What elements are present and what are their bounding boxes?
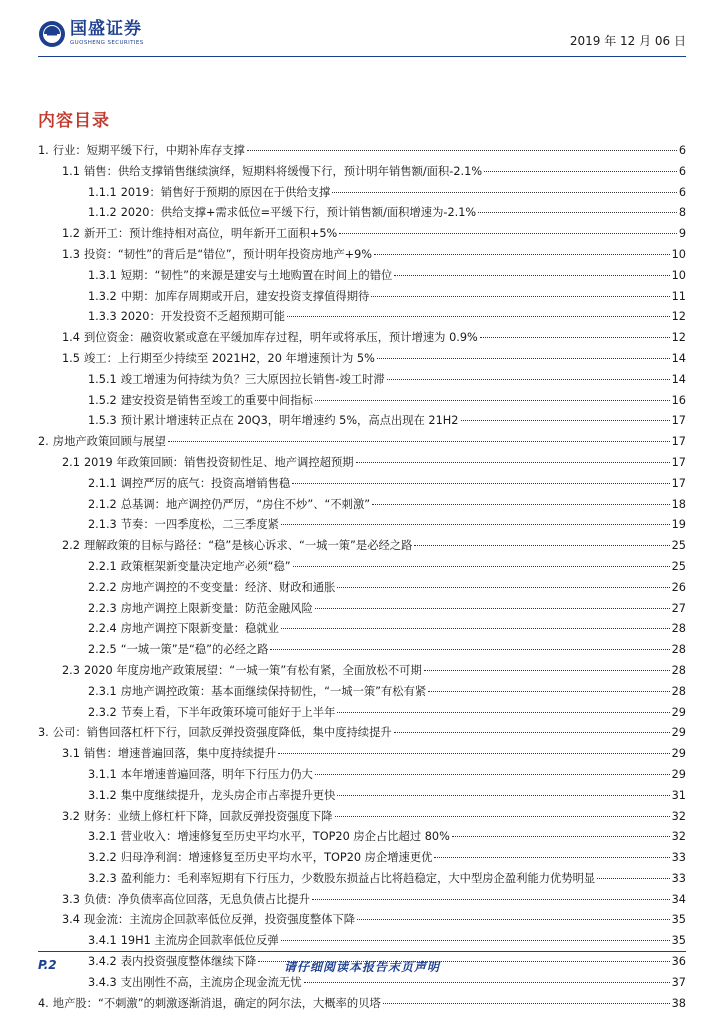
toc-entry-label bbox=[88, 307, 285, 328]
toc-entry-label bbox=[88, 765, 313, 786]
toc-entry-number: 1.5 bbox=[62, 351, 80, 365]
toc-entry[interactable] bbox=[38, 328, 686, 349]
toc-entry-number: 3.1.2 bbox=[88, 788, 117, 802]
toc-entry-number: 2.2.4 bbox=[88, 622, 117, 636]
toc-entry-label bbox=[88, 203, 476, 224]
toc-entry-page: 27 bbox=[671, 601, 686, 615]
toc-entry-page: 33 bbox=[671, 851, 686, 865]
logo-name-cn: 国盛证券 bbox=[70, 19, 142, 40]
toc-entry-text: 竣工增速为何持续为负？三大原因拉长销售-竣工时滞 bbox=[120, 372, 385, 386]
toc-entry[interactable] bbox=[38, 994, 686, 1015]
toc-entry[interactable] bbox=[38, 370, 686, 391]
toc-entry-text: 销售：供给支撑销售继续演绎，短期料将缓慢下行，预计明年销售额/面积-2.1% bbox=[83, 164, 483, 178]
toc-entry-text: 行业：短期平缓下行，中期补库存支撑 bbox=[52, 144, 245, 157]
toc-entry-page: 11 bbox=[671, 289, 686, 303]
toc-leader-dots bbox=[281, 940, 670, 941]
toc-entry-page: 19 bbox=[671, 518, 686, 532]
toc-leader-dots bbox=[357, 919, 670, 920]
toc-entry-label bbox=[38, 432, 166, 453]
toc-leader-dots bbox=[377, 358, 670, 359]
toc-leader-dots bbox=[315, 400, 670, 401]
toc-entry-page: 28 bbox=[671, 684, 686, 698]
toc-entry[interactable] bbox=[38, 848, 686, 869]
toc-entry-label bbox=[88, 869, 595, 890]
toc-entry-text: 房地产调控政策：基本面继续保持韧性，“一城一策”有松有紧 bbox=[120, 684, 427, 698]
toc-entry-label bbox=[88, 703, 335, 724]
toc-entry-label bbox=[88, 786, 335, 807]
toc-entry[interactable] bbox=[38, 661, 686, 682]
toc-entry-text: 到位资金：融资收紧或意在平缓加库存过程，明年或将承压，预计增速为 0.9% bbox=[83, 331, 478, 345]
toc-entry-text: 投资：“韧性”的背后是“错位”，预计明年投资房地产+9% bbox=[83, 247, 373, 261]
toc-entry-page: 29 bbox=[671, 705, 686, 719]
toc-entry-page: 10 bbox=[671, 268, 686, 282]
toc-entry-page: 6 bbox=[678, 144, 686, 157]
toc-entry-text: 2020 年度房地产政策展望：“一城一策”有松有紧，全面放松不可期 bbox=[83, 663, 422, 677]
toc-entry-text: 短期：“韧性”的来源是建安与土地购置在时间上的错位 bbox=[120, 268, 393, 282]
toc-entry-text: 节奏上看，下半年政策环境可能好于上半年 bbox=[120, 705, 336, 719]
toc-leader-dots bbox=[335, 816, 670, 817]
toc-entry-page: 34 bbox=[671, 892, 686, 906]
toc-entry-label bbox=[62, 453, 354, 474]
toc-entry-text: 房地产调控下限新变量：稳就业 bbox=[120, 622, 279, 636]
toc-entry[interactable] bbox=[38, 495, 686, 516]
toc-entry-label bbox=[88, 515, 279, 536]
toc-entry-label bbox=[88, 495, 370, 516]
toc-leader-dots bbox=[461, 420, 670, 421]
toc-entry-label bbox=[62, 224, 337, 245]
toc-leader-dots bbox=[424, 670, 670, 671]
toc-entry-text: 19H1 主流房企回款率低位反弹 bbox=[120, 934, 279, 948]
toc-entry-number: 2.2 bbox=[62, 539, 80, 553]
toc-leader-dots bbox=[278, 753, 670, 754]
toc-entry-number: 3. bbox=[38, 726, 49, 740]
toc-entry-page: 14 bbox=[671, 372, 686, 386]
toc-leader-dots bbox=[428, 691, 669, 692]
toc-entry-label bbox=[62, 328, 478, 349]
toc-entry-text: 竣工：上行期至少持续至 2021H2，20 年增速预计为 5% bbox=[83, 351, 375, 365]
toc-entry[interactable] bbox=[38, 411, 686, 432]
toc-entry[interactable] bbox=[38, 931, 686, 952]
toc-entry-label bbox=[62, 744, 276, 765]
toc-entry-number: 1.3.2 bbox=[88, 289, 117, 303]
toc-entry-label bbox=[62, 807, 333, 828]
toc-entry-page: 12 bbox=[671, 310, 686, 324]
toc-entry-label bbox=[88, 183, 330, 204]
toc-entry-number: 3.4 bbox=[62, 913, 80, 927]
toc-leader-dots bbox=[374, 254, 670, 255]
toc-leader-dots bbox=[337, 712, 669, 713]
toc-entry[interactable] bbox=[38, 245, 686, 266]
toc-entry-number: 2.1 bbox=[62, 455, 80, 469]
toc-entry-text: 预计累计增速转正点在 20Q3，明年增速约 5%，高点出现在 21H2 bbox=[120, 414, 459, 428]
toc-entry-label bbox=[88, 411, 459, 432]
toc-entry-number: 1.3 bbox=[62, 247, 80, 261]
page-footer bbox=[38, 958, 686, 978]
toc-leader-dots bbox=[478, 212, 677, 213]
toc-entry-text: 中期：加库存周期或开启，建安投资支撑值得期待 bbox=[120, 289, 370, 303]
footer-divider bbox=[38, 951, 686, 952]
toc-entry-page: 32 bbox=[671, 830, 686, 844]
toc-entry[interactable] bbox=[38, 723, 686, 744]
toc-entry-number: 3.2 bbox=[62, 809, 80, 823]
toc-entry-page: 33 bbox=[671, 871, 686, 885]
toc-entry-page: 6 bbox=[678, 185, 686, 199]
toc-entry-text: 新开工：预计维持相对高位，明年新开工面积+5% bbox=[83, 227, 338, 241]
logo-name-en: GUOSHENG SECURITIES bbox=[70, 40, 144, 47]
toc-entry-label bbox=[88, 266, 392, 287]
toc-leader-dots bbox=[434, 857, 669, 858]
toc-leader-dots bbox=[484, 171, 677, 172]
toc-entry-label bbox=[62, 661, 422, 682]
toc-leader-dots bbox=[387, 379, 670, 380]
toc-entry-number: 2.2.5 bbox=[88, 643, 117, 657]
toc-entry-page: 28 bbox=[671, 663, 686, 677]
toc-leader-dots bbox=[394, 275, 669, 276]
disclaimer-note: 请仔细阅读本报告末页声明 bbox=[283, 960, 440, 974]
toc-entry-number: 1.3.1 bbox=[88, 268, 117, 282]
toc-entry-text: “一城一策”是“稳”的必经之路 bbox=[120, 643, 269, 657]
toc-entry-page: 31 bbox=[671, 788, 686, 802]
toc-entry-number: 2.2.1 bbox=[88, 559, 117, 573]
logo-icon bbox=[38, 20, 66, 48]
toc-leader-dots bbox=[480, 337, 670, 338]
toc-entry-number: 4. bbox=[38, 996, 49, 1010]
toc-entry-label bbox=[62, 349, 375, 370]
toc-entry-text: 房地产调控上限新变量：防范金融风险 bbox=[120, 601, 313, 615]
toc-entry-page: 25 bbox=[671, 539, 686, 553]
toc-entry-page: 17 bbox=[671, 435, 686, 449]
toc-entry-text: 公司：销售回落杠杆下行，回款反弹投资强度降低，集中度持续提升 bbox=[52, 726, 392, 740]
logo-text bbox=[70, 21, 144, 47]
toc-leader-dots bbox=[168, 441, 670, 442]
toc-entry-number: 1.1.2 bbox=[88, 206, 117, 220]
toc-leader-dots bbox=[270, 649, 669, 650]
toc-entry-number: 2.1.3 bbox=[88, 518, 117, 532]
toc-leader-dots bbox=[371, 296, 669, 297]
toc-entry[interactable] bbox=[38, 910, 686, 931]
toc-entry-number: 1.4 bbox=[62, 331, 80, 345]
toc-entry-label bbox=[88, 557, 291, 578]
toc-entry[interactable] bbox=[38, 266, 686, 287]
toc-entry[interactable] bbox=[38, 453, 686, 474]
toc-entry-label bbox=[88, 619, 279, 640]
toc-leader-dots bbox=[337, 587, 669, 588]
toc-entry[interactable] bbox=[38, 640, 686, 661]
toc-entry-label bbox=[62, 162, 482, 183]
toc-entry-page: 14 bbox=[671, 351, 686, 365]
toc-entry[interactable] bbox=[38, 765, 686, 786]
toc-entry[interactable] bbox=[38, 183, 686, 204]
toc-entry[interactable] bbox=[38, 682, 686, 703]
toc-entry-number: 1.5.1 bbox=[88, 372, 117, 386]
toc-entry-label bbox=[62, 890, 310, 911]
toc-entry-number: 1. bbox=[38, 144, 49, 157]
toc-entry-text: 节奏：一四季度松，二三季度紧 bbox=[120, 518, 279, 532]
toc-entry-text: 建安投资是销售至竣工的重要中间指标 bbox=[120, 393, 313, 407]
toc-entry-text: 调控严厉的底气：投资高增销售稳 bbox=[120, 476, 291, 490]
toc-leader-dots bbox=[247, 150, 677, 151]
toc-leader-dots bbox=[394, 732, 670, 733]
toc-entry-page: 17 bbox=[671, 455, 686, 469]
toc-entry-page: 28 bbox=[671, 643, 686, 657]
toc-entry-page: 35 bbox=[671, 934, 686, 948]
toc-entry-page: 26 bbox=[671, 580, 686, 594]
toc-entry-number: 3.2.2 bbox=[88, 851, 117, 865]
toc-entry[interactable] bbox=[38, 474, 686, 495]
toc-entry-text: 2020：开发投资不乏超预期可能 bbox=[120, 310, 286, 324]
toc-entry[interactable] bbox=[38, 432, 686, 453]
toc-entry-page: 29 bbox=[671, 767, 686, 781]
toc-leader-dots bbox=[383, 1003, 670, 1004]
header-divider bbox=[38, 56, 686, 57]
toc-leader-dots bbox=[339, 233, 677, 234]
toc-entry[interactable] bbox=[38, 287, 686, 308]
toc-entry-number: 1.1.1 bbox=[88, 185, 117, 199]
toc-entry-text: 本年增速普遍回落，明年下行压力仍大 bbox=[120, 767, 313, 781]
toc-entry-text: 地产股：“不刺激”的刺激逐渐消退，确定的阿尔法，大概率的贝塔 bbox=[52, 996, 381, 1010]
toc-entry-label bbox=[88, 682, 426, 703]
toc-entry-number: 3.4.2 bbox=[88, 955, 117, 969]
toc-leader-dots bbox=[304, 982, 670, 983]
toc-leader-dots bbox=[372, 504, 670, 505]
toc-entry-text: 现金流：主流房企回款率低位反弹，投资强度整体下降 bbox=[83, 913, 356, 927]
toc-leader-dots bbox=[312, 899, 670, 900]
toc-entry-number: 3.1 bbox=[62, 747, 80, 761]
report-date: 2019 年 12 月 06 日 bbox=[569, 34, 686, 48]
toc-entry-number: 2.3.2 bbox=[88, 705, 117, 719]
toc-entry[interactable] bbox=[38, 515, 686, 536]
toc-entry-text: 2019 年政策回顾：销售投资韧性足、地产调控超预期 bbox=[83, 455, 354, 469]
toc-entry[interactable] bbox=[38, 162, 686, 183]
toc-entry-label bbox=[88, 599, 313, 620]
toc-entry[interactable] bbox=[38, 307, 686, 328]
toc-entry-label bbox=[88, 391, 313, 412]
table-of-contents bbox=[38, 141, 686, 1014]
toc-entry-page: 16 bbox=[671, 393, 686, 407]
toc-entry-label bbox=[88, 578, 335, 599]
toc-entry-text: 盈利能力：毛利率短期有下行压力，少数股东损益占比将趋稳定，大中型房企盈利能力优势明显 bbox=[120, 871, 596, 885]
toc-entry-page: 9 bbox=[678, 227, 686, 241]
toc-entry[interactable] bbox=[38, 203, 686, 224]
toc-entry-number: 3.2.1 bbox=[88, 830, 117, 844]
toc-entry-page: 6 bbox=[678, 164, 686, 178]
toc-entry[interactable] bbox=[38, 869, 686, 890]
toc-entry-page: 18 bbox=[671, 497, 686, 511]
toc-entry-number: 1.5.3 bbox=[88, 414, 117, 428]
toc-entry-page: 28 bbox=[671, 622, 686, 636]
toc-entry-page: 35 bbox=[671, 913, 686, 927]
toc-leader-dots bbox=[356, 462, 670, 463]
toc-entry-page: 17 bbox=[671, 414, 686, 428]
toc-leader-dots bbox=[315, 608, 670, 609]
toc-entry-page: 38 bbox=[671, 996, 686, 1010]
toc-entry[interactable] bbox=[38, 744, 686, 765]
toc-leader-dots bbox=[597, 878, 669, 879]
toc-entry[interactable] bbox=[38, 619, 686, 640]
toc-entry-number: 2.3.1 bbox=[88, 684, 117, 698]
toc-entry-text: 营业收入：增速修复至历史平均水平，TOP20 房企占比超过 80% bbox=[120, 830, 450, 844]
toc-entry-text: 理解政策的目标与路径：“稳”是核心诉求、“一城一策”是必经之路 bbox=[83, 539, 413, 553]
toc-entry-number: 3.1.1 bbox=[88, 767, 117, 781]
toc-entry-text: 表内投资强度整体继续下降 bbox=[120, 955, 257, 969]
toc-entry-text: 房地产政策回顾与展望 bbox=[52, 435, 166, 449]
toc-entry-number: 1.2 bbox=[62, 227, 80, 241]
toc-entry-text: 房地产调控的不变变量：经济、财政和通胀 bbox=[120, 580, 336, 594]
toc-entry-number: 2.2.2 bbox=[88, 580, 117, 594]
toc-entry-number: 2.1.1 bbox=[88, 476, 117, 490]
toc-entry-text: 2020：供给支撑+需求低位=平缓下行，预计销售额/面积增速为-2.1% bbox=[120, 206, 477, 220]
toc-entry-number: 3.2.3 bbox=[88, 871, 117, 885]
toc-entry-text: 负债：净负债率高位回落，无息负债占比提升 bbox=[83, 892, 310, 906]
toc-entry-page: 17 bbox=[671, 476, 686, 490]
toc-entry-number: 1.5.2 bbox=[88, 393, 117, 407]
toc-entry-label bbox=[38, 141, 245, 162]
toc-entry-page: 25 bbox=[671, 559, 686, 573]
page-number: P.2 bbox=[38, 958, 57, 972]
toc-entry-number: 1.3.3 bbox=[88, 310, 117, 324]
toc-entry[interactable] bbox=[38, 827, 686, 848]
company-logo bbox=[38, 20, 144, 48]
page-header bbox=[38, 20, 686, 52]
toc-leader-dots bbox=[414, 545, 669, 546]
toc-entry-page: 29 bbox=[671, 726, 686, 740]
toc-entry-label bbox=[88, 640, 268, 661]
toc-leader-dots bbox=[281, 524, 670, 525]
toc-entry-label bbox=[88, 827, 450, 848]
toc-entry[interactable] bbox=[38, 703, 686, 724]
toc-entry-page: 29 bbox=[671, 747, 686, 761]
toc-entry[interactable] bbox=[38, 807, 686, 828]
toc-leader-dots bbox=[292, 483, 669, 484]
toc-entry-label bbox=[88, 474, 290, 495]
toc-entry-number: 3.4.1 bbox=[88, 934, 117, 948]
toc-entry-number: 2.1.2 bbox=[88, 497, 117, 511]
toc-leader-dots bbox=[293, 566, 670, 567]
toc-leader-dots bbox=[332, 192, 677, 193]
toc-entry-text: 集中度继续提升，龙头房企市占率提升更快 bbox=[120, 788, 336, 802]
toc-entry[interactable] bbox=[38, 141, 686, 162]
toc-entry-label bbox=[62, 245, 372, 266]
toc-entry[interactable] bbox=[38, 786, 686, 807]
toc-entry-label bbox=[88, 370, 385, 391]
toc-leader-dots bbox=[287, 316, 670, 317]
toc-entry-number: 3.3 bbox=[62, 892, 80, 906]
toc-entry[interactable] bbox=[38, 349, 686, 370]
toc-entry[interactable] bbox=[38, 536, 686, 557]
toc-entry-label bbox=[38, 723, 392, 744]
toc-entry-number: 2.2.3 bbox=[88, 601, 117, 615]
toc-entry-page: 10 bbox=[671, 247, 686, 261]
toc-entry-number: 3.4.3 bbox=[88, 975, 117, 989]
toc-entry-page: 32 bbox=[671, 809, 686, 823]
toc-entry-text: 归母净利润：增速修复至历史平均水平，TOP20 房企增速更优 bbox=[120, 851, 433, 865]
toc-leader-dots bbox=[315, 774, 670, 775]
toc-entry-number: 2. bbox=[38, 435, 49, 449]
toc-entry-text: 支出刚性不高，主流房企现金流无忧 bbox=[120, 975, 302, 989]
toc-entry[interactable] bbox=[38, 391, 686, 412]
toc-leader-dots bbox=[452, 836, 670, 837]
toc-entry-label bbox=[88, 931, 279, 952]
toc-entry-label bbox=[62, 536, 412, 557]
toc-entry-label bbox=[62, 910, 355, 931]
toc-entry[interactable] bbox=[38, 224, 686, 245]
toc-entry-page: 12 bbox=[671, 331, 686, 345]
toc-entry-page: 37 bbox=[671, 975, 686, 989]
toc-entry-text: 销售：增速普遍回落，集中度持续提升 bbox=[83, 747, 277, 761]
toc-entry-label bbox=[38, 994, 381, 1015]
toc-entry-page: 36 bbox=[671, 955, 686, 969]
toc-leader-dots bbox=[281, 628, 670, 629]
toc-entry[interactable] bbox=[38, 599, 686, 620]
toc-leader-dots bbox=[337, 795, 669, 796]
toc-entry-text: 2019：销售好于预期的原因在于供给支撑 bbox=[120, 185, 331, 199]
toc-entry-page: 8 bbox=[678, 206, 686, 220]
toc-entry[interactable] bbox=[38, 557, 686, 578]
toc-entry-text: 总基调：地产调控仍严厉，“房住不炒”、“不刺激” bbox=[120, 497, 371, 511]
toc-entry-label bbox=[88, 848, 432, 869]
toc-entry-text: 政策框架新变量决定地产必须“稳” bbox=[120, 559, 291, 573]
toc-entry-number: 2.3 bbox=[62, 663, 80, 677]
toc-entry-label bbox=[88, 287, 369, 308]
toc-entry-text: 财务：业绩上修杠杆下降，回款反弹投资强度下降 bbox=[83, 809, 333, 823]
toc-title: 内容目录 bbox=[38, 111, 110, 131]
toc-entry[interactable] bbox=[38, 890, 686, 911]
toc-entry[interactable] bbox=[38, 578, 686, 599]
toc-entry-number: 1.1 bbox=[62, 164, 80, 178]
